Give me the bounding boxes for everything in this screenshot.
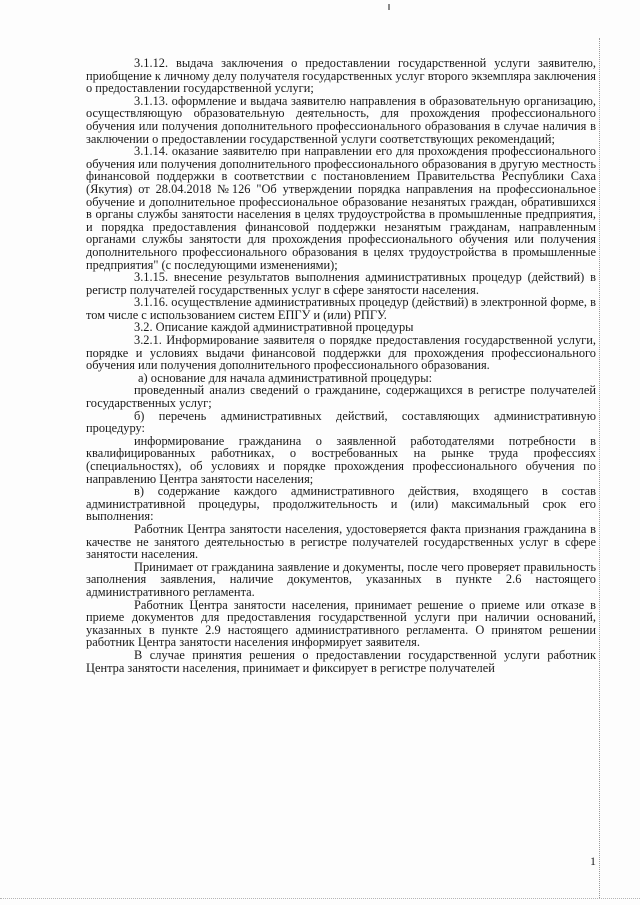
- paragraph-3-1-15: 3.1.15. внесение результатов выполнения административных процедур (действий) в регистр получателей государственных услуг в сфере занятости населения.: [86, 270, 596, 297]
- document-body: [86, 57, 596, 674]
- paragraph-worker-verifies: Работник Центра занятости населения, удостоверяется факта признания гражданина в качестве не занятого деятельностью в регистре получателей государственных услуг в сфере занятости населения.: [86, 521, 596, 562]
- paragraph-analysis: проведенный анализ сведений о гражданине, содержащихся в регистре получателей государственных услуг;: [86, 383, 596, 411]
- paragraph-3-1-14: 3.1.14. оказание заявителю при направлении его для прохождения профессионального обучения или получения дополнительного профессионального образования в другую местность финансовой поддержки в соответствии с постановлением Правительства Республики Саха (Якутия) от 28.04.2018 №126 "Об утверждении порядка направления на профессиональное обучение и дополнительное профессиональное образование незанятых граждан, обратившихся в органы службы занятости населения в целях трудоустройства в промышленные предприятия, и порядка предоставления финансовой поддержки незанятым гражданам, направленным органами службы занятости для прохождения профессионального обучения или получения дополнительного профессионального образования в целях трудоустройства в промышленные предприятия" (с последующими изменениями);: [86, 144, 596, 272]
- page-number: 1: [590, 854, 596, 868]
- paragraph-3-2-1: 3.2.1. Информирование заявителя о порядке предоставления государственной услуги, порядке и условиях выдачи финансовой поддержки для прохождения профессионального обучения или получения дополнительного профессионального образования.: [86, 333, 596, 373]
- paragraph-basis: а) основание для начала административной процедуры:: [138, 370, 433, 385]
- scan-mark: [388, 4, 390, 10]
- paragraph-accepts-application: Принимает от гражданина заявление и документы, после чего проверяет правильность заполнения заявления, наличие документов, указанных в пункте 2.6 настоящего административного регламента.: [86, 559, 596, 599]
- section-heading-3-2: 3.2. Описание каждой административной процедуры: [134, 320, 414, 335]
- paragraph-provision: В случае принятия решения о предоставлении государственной услуги работник Центра занятости населения, принимает и фиксирует в регистре получателей: [86, 647, 596, 675]
- paragraph-3-1-12: 3.1.12. выдача заключения о предоставлении государственной услуги заявителю, приобщение к личному делу получателя государственных услуг второго экземпляра заключения о предоставлении государственной услуги;: [86, 56, 596, 96]
- paragraph-action-content: в) содержание каждого административного действия, входящего в состав административной процедуры, продолжительность и (или) максимальный срок его выполнения:: [86, 484, 596, 524]
- paragraph-actions-list: б) перечень административных действий, составляющих административную процедуру:: [86, 408, 596, 436]
- scan-edge-line: [598, 38, 600, 898]
- paragraph-3-1-16: 3.1.16. осуществление административных процедур (действий) в электронной форме, в том числе с использованием систем ЕПГУ и (или) РПГУ.: [86, 295, 596, 322]
- paragraph-informing: информирование гражданина о заявленной работодателями потребности в квалифицированных работниках, о востребованных на рынке труда профессиях (специальностях), об условиях и порядке прохождения профессионального обучения по направлению Центра занятости населения;: [86, 433, 596, 486]
- scan-bottom-edge: [0, 898, 640, 899]
- paragraph-decision: Работник Центра занятости населения, принимает решение о приеме или отказе в приеме документов для предоставления государственной услуги при наличии оснований, указанных в пункте 2.9 настоящего административного регламента. О принятом решении работник Центра занятости населения информирует заявителя.: [86, 597, 596, 650]
- paragraph-3-1-13: 3.1.13. оформление и выдача заявителю направления в образовательную организацию, осуществляющую образовательную деятельность, для прохождения профессионального обучения или получения дополнительного профессионального образования в случае наличия в заключении о предоставлении государственной услуги соответствующих рекомендаций;: [86, 93, 596, 146]
